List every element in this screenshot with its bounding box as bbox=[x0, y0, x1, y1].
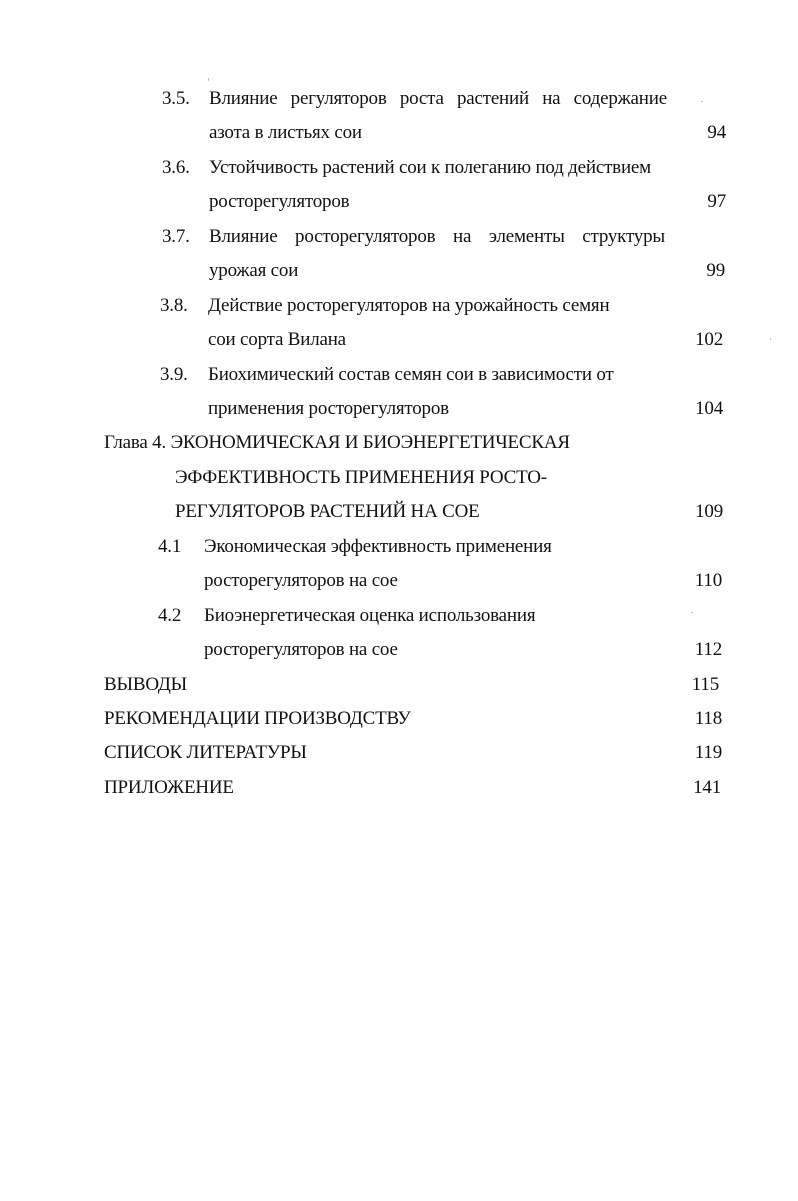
toc-entry-3-8-title-line2: сои сорта Вилана bbox=[208, 329, 346, 350]
toc-entry-3-7-number: 3.7. bbox=[162, 226, 190, 247]
toc-references-page: 119 bbox=[694, 742, 722, 763]
toc-entry-3-6-page: 97 bbox=[707, 191, 726, 212]
toc-entry-3-6-title-line2: росторегуляторов bbox=[209, 191, 350, 212]
toc-chapter-4-page: 109 bbox=[695, 501, 723, 522]
toc-entry-4-2-number: 4.2 bbox=[158, 605, 182, 626]
toc-entry-3-7-title-line1 bbox=[209, 225, 665, 249]
word: росторегуляторов bbox=[295, 226, 436, 247]
scan-speck bbox=[208, 78, 209, 81]
scan-speck bbox=[701, 101, 703, 102]
toc-chapter-4-title-line2: ЭФФЕКТИВНОСТЬ ПРИМЕНЕНИЯ РОСТО- bbox=[175, 467, 547, 488]
toc-entry-3-6-title-line1: Устойчивость растений сои к полеганию под действием bbox=[209, 157, 651, 178]
word: растений bbox=[456, 88, 529, 109]
toc-entry-3-9-number: 3.9. bbox=[160, 364, 188, 385]
toc-entry-3-9-page: 104 bbox=[695, 398, 723, 419]
word: роста bbox=[399, 88, 444, 109]
toc-entry-4-1-number: 4.1 bbox=[158, 536, 182, 557]
toc-entry-3-9-title-line2: применения росторегуляторов bbox=[208, 398, 449, 419]
toc-entry-4-2-page: 112 bbox=[694, 639, 722, 660]
toc-appendix-page: 141 bbox=[693, 777, 721, 798]
toc-chapter-4-title-line3: РЕГУЛЯТОРОВ РАСТЕНИЙ НА СОЕ bbox=[175, 501, 480, 522]
toc-entry-3-8-number: 3.8. bbox=[160, 295, 188, 316]
toc-entry-4-2-title-line1: Биоэнергетическая оценка использования bbox=[204, 605, 536, 626]
toc-chapter-4-title-line1: Глава 4. ЭКОНОМИЧЕСКАЯ И БИОЭНЕРГЕТИЧЕСКАЯ bbox=[104, 432, 570, 453]
toc-references-title: СПИСОК ЛИТЕРАТУРЫ bbox=[104, 742, 307, 763]
word: структуры bbox=[582, 226, 665, 247]
toc-appendix-title: ПРИЛОЖЕНИЕ bbox=[104, 777, 234, 798]
toc-entry-4-2-title-line2: росторегуляторов на сое bbox=[204, 639, 398, 660]
toc-entry-3-7-title-line2: урожая сои bbox=[209, 260, 299, 281]
toc-entry-3-5-title-line2: азота в листьях сои bbox=[209, 122, 362, 143]
scan-speck bbox=[770, 338, 771, 340]
toc-entry-4-1-title-line2: росторегуляторов на сое bbox=[204, 570, 398, 591]
toc-recommendations-page: 118 bbox=[694, 708, 722, 729]
word: регуляторов bbox=[290, 88, 387, 109]
word: на bbox=[542, 88, 561, 109]
word: Влияние bbox=[209, 226, 278, 247]
toc-entry-4-1-page: 110 bbox=[694, 570, 722, 591]
toc-entry-3-5-page: 94 bbox=[707, 122, 726, 143]
toc-entry-3-5-number: 3.5. bbox=[162, 88, 190, 109]
toc-entry-3-9-title-line1: Биохимический состав семян сои в зависимости от bbox=[208, 364, 614, 385]
toc-conclusions-title: ВЫВОДЫ bbox=[104, 674, 188, 695]
toc-entry-3-5-title-line1 bbox=[209, 87, 667, 111]
word: на bbox=[453, 226, 472, 247]
toc-entry-3-6-number: 3.6. bbox=[162, 157, 190, 178]
toc-entry-3-8-title-line1: Действие росторегуляторов на урожайность семян bbox=[208, 295, 610, 316]
scan-speck bbox=[691, 612, 693, 613]
word: Влияние bbox=[209, 88, 278, 109]
toc-entry-4-1-title-line1: Экономическая эффективность применения bbox=[204, 536, 552, 557]
toc-entry-3-7-page: 99 bbox=[706, 260, 725, 281]
word: элементы bbox=[488, 226, 565, 247]
word: содержание bbox=[573, 88, 667, 109]
toc-recommendations-title: РЕКОМЕНДАЦИИ ПРОИЗВОДСТВУ bbox=[104, 708, 411, 729]
toc-entry-3-8-page: 102 bbox=[695, 329, 723, 350]
toc-conclusions-page: 115 bbox=[691, 674, 719, 695]
